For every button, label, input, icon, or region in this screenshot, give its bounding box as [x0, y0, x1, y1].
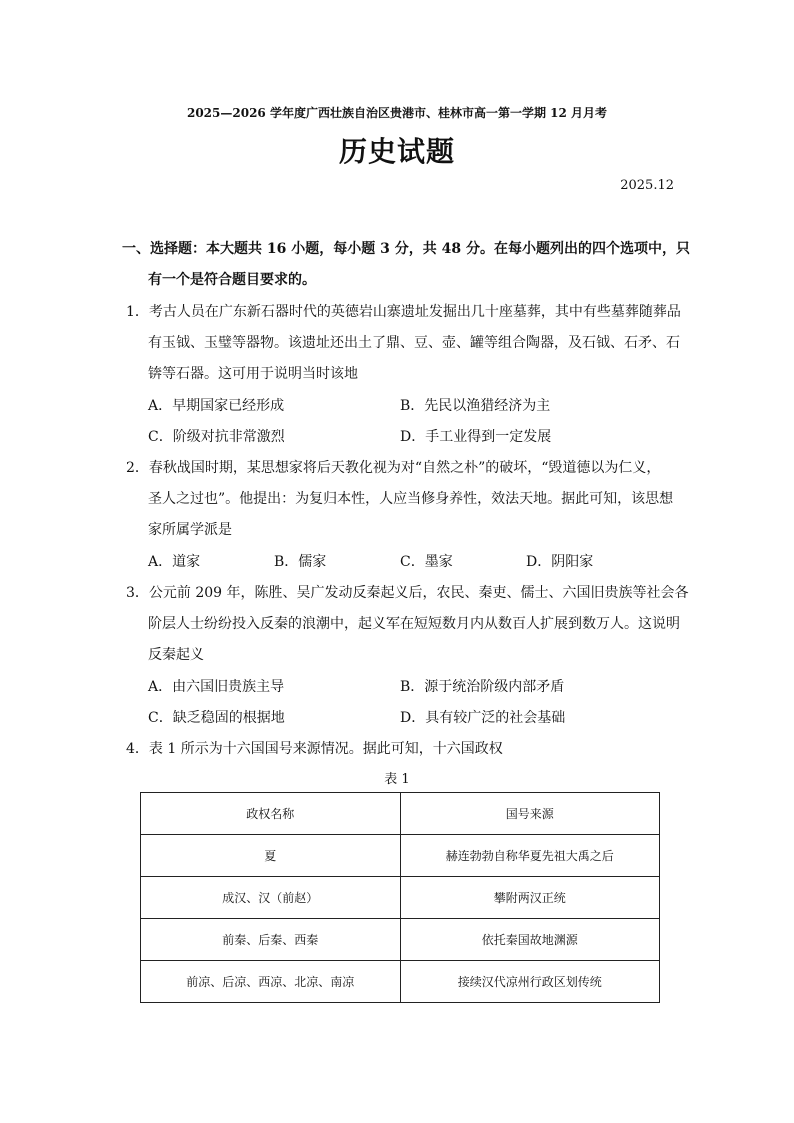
question-3-line-3: 反秦起义 [148, 647, 204, 663]
table-cell: 成汉、汉（前赵） [141, 877, 401, 919]
question-1-option-a: A．早期国家已经形成 [148, 398, 285, 414]
question-1-line-3: 锛等石器。这可用于说明当时该地 [148, 366, 358, 382]
section-heading-line-1: 一、选择题：本大题共 16 小题，每小题 3 分，共 48 分。在每小题列出的四个选项中，只 [122, 241, 690, 257]
table-row [141, 961, 660, 1003]
exam-subtitle: 2025—2026 学年度广西壮族自治区贵港市、桂林市高一第一学期 12 月月考 [186, 106, 608, 120]
question-3-line-1: 3．公元前 209 年，陈胜、吴广发动反秦起义后，农民、秦吏、儒士、六国旧贵族等社会各 [126, 585, 689, 601]
table-cell: 夏 [141, 835, 401, 877]
question-2-option-d: D．阴阳家 [526, 554, 594, 570]
table-cell: 前凉、后凉、西凉、北凉、南凉 [141, 961, 401, 1003]
table-cell: 赫连勃勃自称华夏先祖大禹之后 [400, 835, 660, 877]
question-1-option-c: C．阶级对抗非常激烈 [148, 429, 285, 445]
table-row [141, 919, 660, 961]
table-cell: 接续汉代凉州行政区划传统 [400, 961, 660, 1003]
question-2-option-b: B．儒家 [274, 554, 327, 570]
table-1 [140, 792, 660, 1003]
question-3-option-d: D．具有较广泛的社会基础 [400, 710, 566, 726]
table-row [141, 877, 660, 919]
question-1-option-b: B．先民以渔猎经济为主 [400, 398, 551, 414]
question-2-line-3: 家所属学派是 [148, 522, 232, 538]
question-2-line-1: 2．春秋战国时期，某思想家将后天教化视为对“自然之朴”的破坏，“毁道德以为仁义， [126, 460, 661, 476]
question-1-line-1: 1．考古人员在广东新石器时代的英德岩山寨遗址发掘出几十座墓葬，其中有些墓葬随葬品 [126, 304, 681, 320]
table-header-row [141, 793, 660, 835]
question-3-option-c: C．缺乏稳固的根据地 [148, 710, 285, 726]
table-header-regime-name: 政权名称 [141, 793, 401, 835]
table-cell: 依托秦国故地渊源 [400, 919, 660, 961]
question-1-option-d: D．手工业得到一定发展 [400, 429, 552, 445]
question-3-option-b: B．源于统治阶级内部矛盾 [400, 679, 565, 695]
exam-title: 历史试题 [338, 135, 455, 168]
table-1-caption: 表 1 [384, 772, 410, 787]
question-2-option-c: C．墨家 [400, 554, 453, 570]
exam-date: 2025.12 [620, 178, 674, 193]
question-3-line-2: 阶层人士纷纷投入反秦的浪潮中，起义军在短短数月内从数百人扩展到数万人。这说明 [148, 616, 680, 632]
question-2-line-2: 圣人之过也”。他提出：为复归本性，人应当修身养性，效法天地。据此可知，该思想 [148, 491, 674, 507]
table-cell: 前秦、后秦、西秦 [141, 919, 401, 961]
table-header-name-source: 国号来源 [400, 793, 660, 835]
question-4-line-1: 4．表 1 所示为十六国国号来源情况。据此可知，十六国政权 [126, 741, 503, 757]
section-heading-line-2: 有一个是符合题目要求的。 [148, 272, 316, 288]
question-3-option-a: A．由六国旧贵族主导 [148, 679, 285, 695]
table-row [141, 835, 660, 877]
table-cell: 攀附两汉正统 [400, 877, 660, 919]
question-2-option-a: A．道家 [148, 554, 201, 570]
question-1-line-2: 有玉钺、玉璧等器物。该遗址还出土了鼎、豆、壶、罐等组合陶器，及石钺、石矛、石 [148, 335, 680, 351]
